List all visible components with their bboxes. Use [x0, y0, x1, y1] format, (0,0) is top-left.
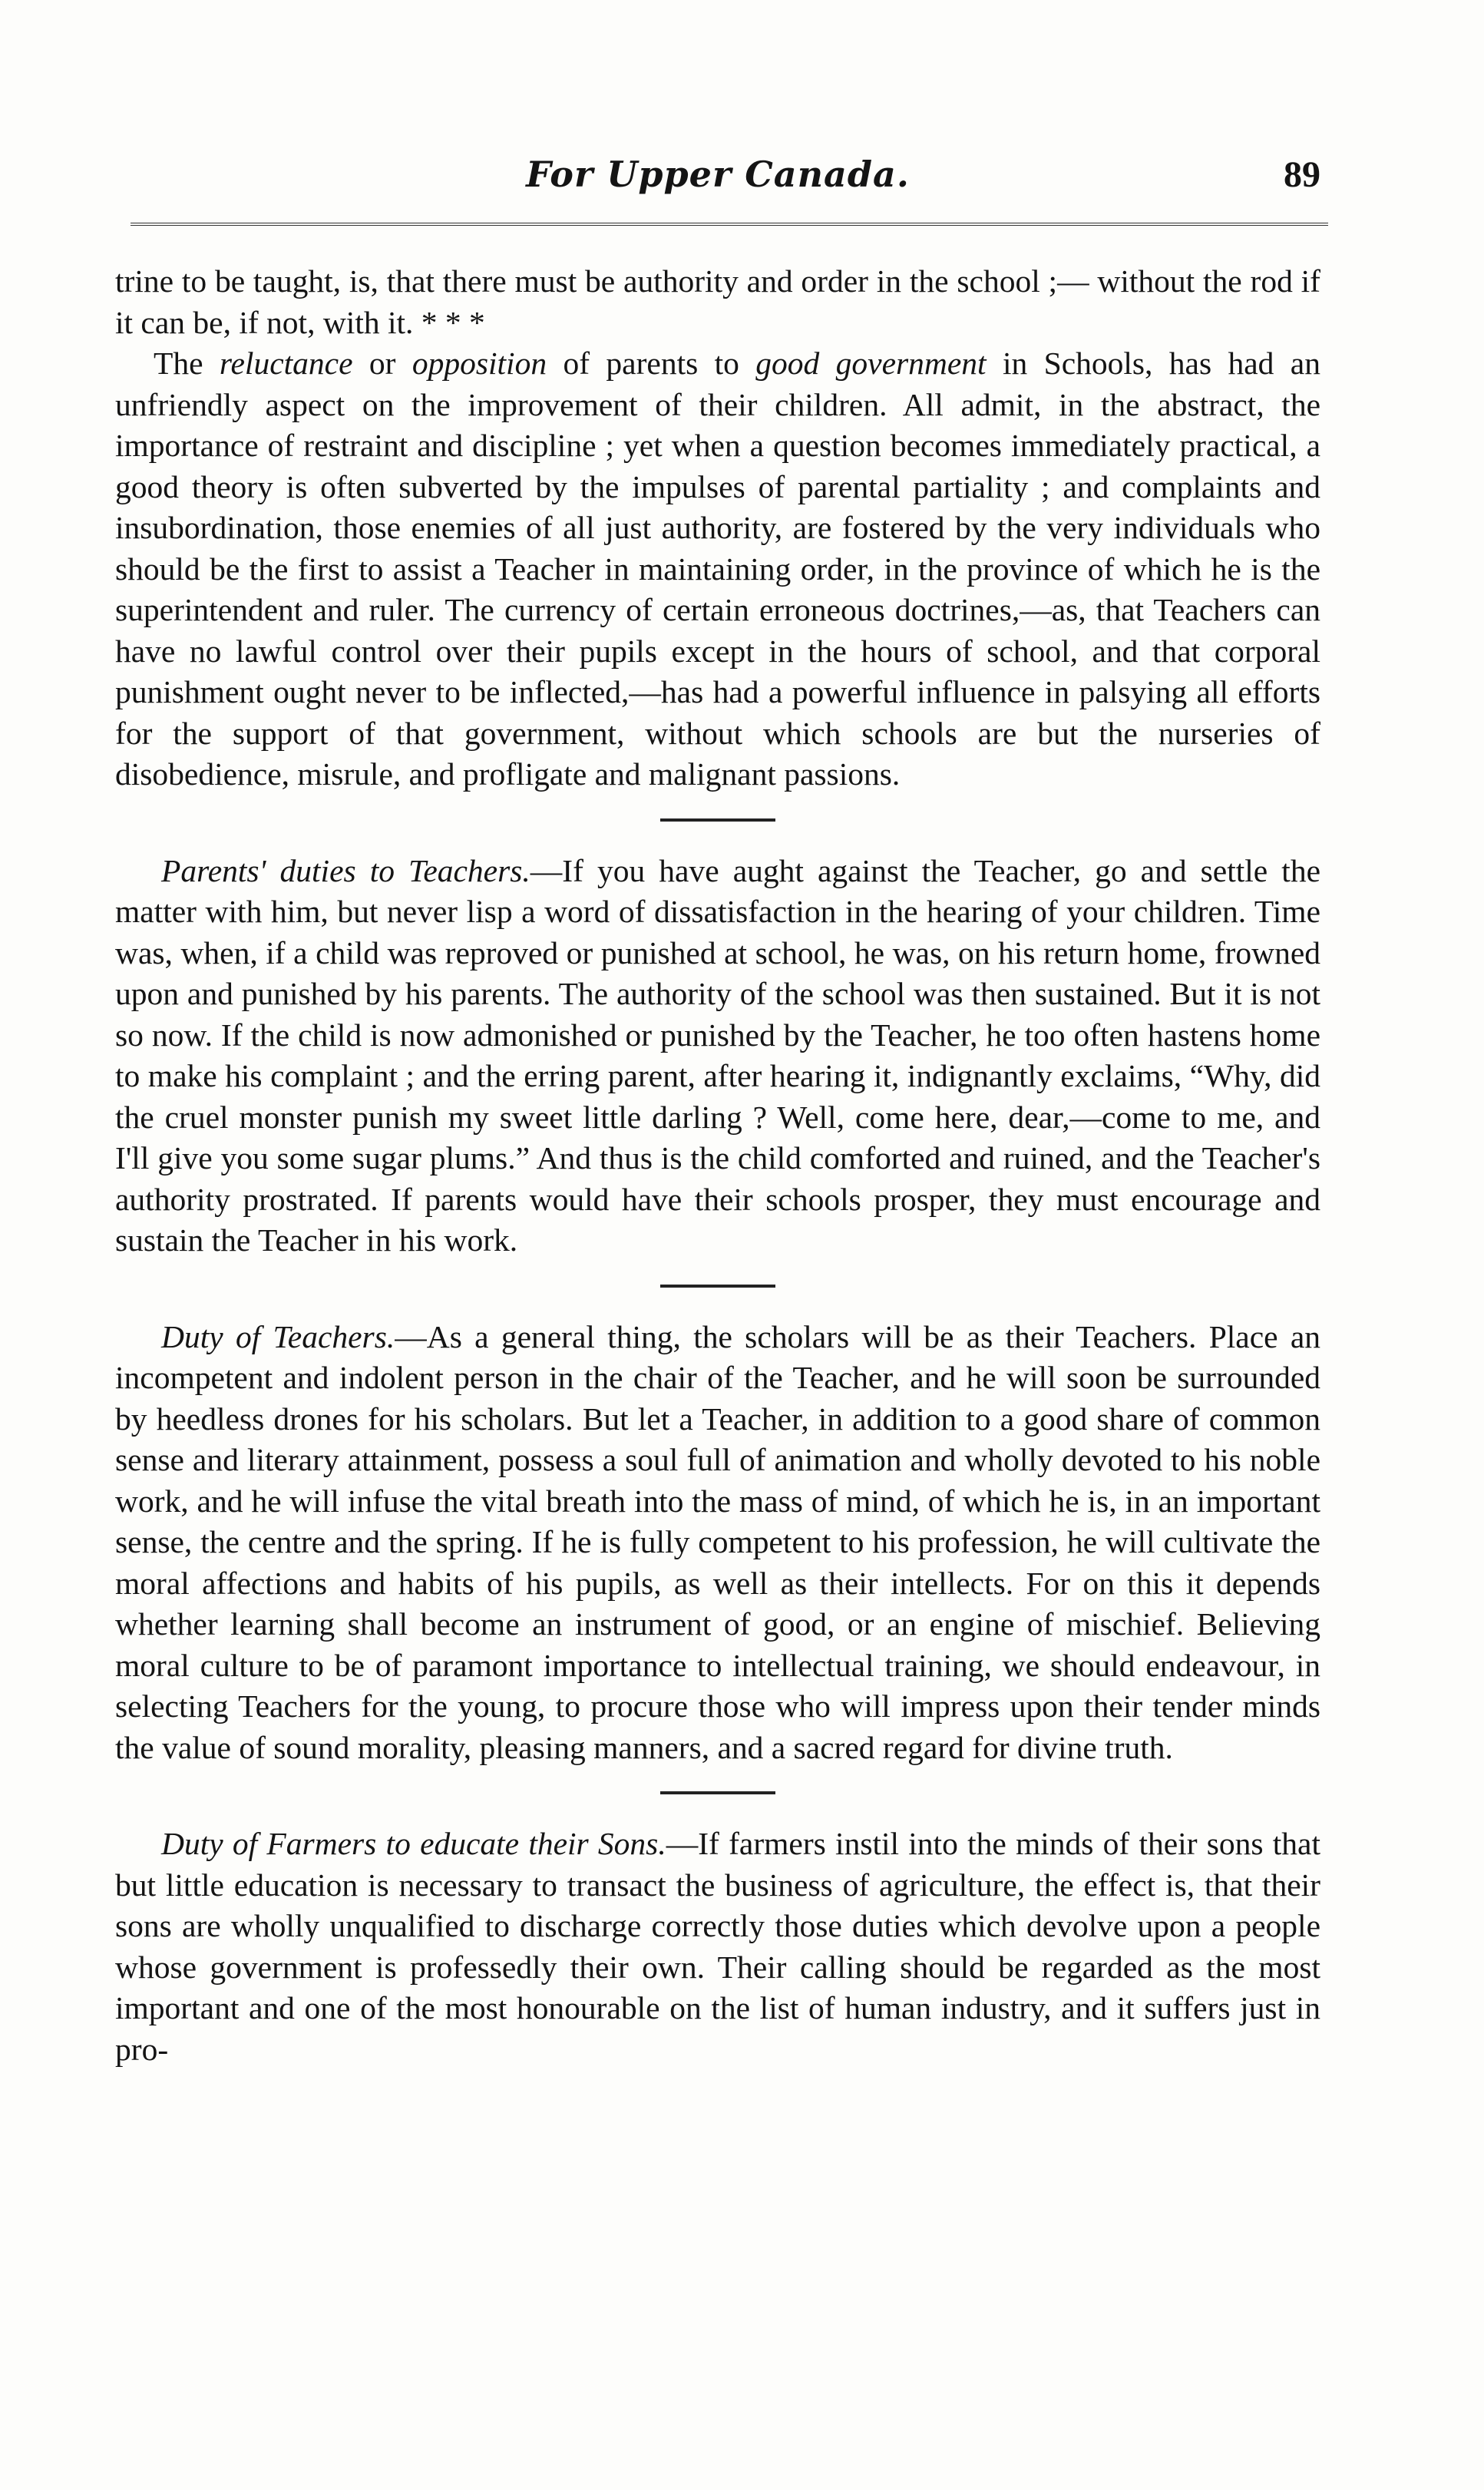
- text-run: of parents to: [547, 346, 756, 381]
- section-divider: [660, 818, 775, 822]
- section-title-farmers: Duty of Farmers to educate their Sons.: [161, 1826, 666, 1861]
- section-body: —If you have aught against the Teacher, go and settle the matter with him, but never lisp a word of dissatisfaction in the hearing of your children. Time was, when, if a child was reproved or punished at school, he was, on his return home, frowned upon and punished by his parents. The authority of the school was then sustained. But it is not so now. If the child is now admonished or punished by the Teacher, he too often hastens home to make his complaint ; and the erring parent, after hearing it, indignantly exclaims, “Why, did the cruel monster punish my sweet little darling ? Well, come here, dear,—come to me, and I'll give you some sugar plums.” And thus is the child comforted and ruined, and the Teacher's authority prostrated. If parents would have their schools prosper, they must encourage and sustain the Teacher in his work.: [115, 852, 1320, 1258]
- section-divider: [660, 1285, 775, 1288]
- page-header: [115, 154, 1320, 207]
- paragraph-continuation: trine to be taught, is, that there must be authority and order in the school ;— without the rod if it can be, if not, with it. * * *: [115, 263, 1320, 340]
- running-head: For Upper Canada.: [526, 154, 910, 195]
- emphasis-reluctance: reluctance: [219, 346, 353, 381]
- body-text: [115, 261, 1320, 2070]
- section-title-parents: Parents' duties to Teachers.: [161, 852, 530, 888]
- section-divider: [660, 1791, 775, 1794]
- section-body: —As a general thing, the scholars will be as their Teachers. Place an incompetent and indolent person in the chair of the Teacher, and he will soon be surrounded by heedless drones for his scholars. But let a Teacher, in addition to a good share of common sense and literary attainment, possess a soul full of animation and wholly devoted to his noble work, and he will infuse the vital breath into the mass of mind, of which he is, in an important sense, the centre and the spring. If he is fully competent to his profession, he will cultivate the moral affections and habits of his pupils, as well as their intellects. For on this it depends whether learning shall become an instrument of good, or an engine of mischief. Believing moral culture to be of paramont importance to intellectual training, we should endeavour, in selecting Teachers for the young, to procure those who will impress upon their tender minds the value of sound morality, pleasing manners, and a sacred regard for divine truth.: [115, 1318, 1321, 1765]
- page-number: 89: [1284, 154, 1320, 195]
- paragraph-reluctance: [115, 343, 1320, 795]
- paragraph-duty-of-farmers: [115, 1824, 1320, 2070]
- emphasis-good-government: good government: [755, 346, 987, 381]
- text-run: The: [154, 346, 220, 381]
- header-rule: [131, 223, 1328, 226]
- text-run: or: [352, 346, 412, 381]
- emphasis-opposition: opposition: [411, 346, 547, 381]
- section-body: —If farmers instil into the minds of their sons that but little education is necessary to transact the business of agriculture, the effect is, that their sons are wholly unqualified to discharge correctly those duties which devolve upon a people whose government is professedly their own. Their calling should be regarded as the most important and one of the most honourable on the list of human industry, and it suffers just in pro-: [115, 1826, 1320, 2067]
- paragraph-duty-of-teachers: [115, 1317, 1320, 1769]
- paragraph-parents-duties: [115, 851, 1320, 1262]
- text-run: in Schools, has had an unfriendly aspect on the improvement of their children. All admit, in the abstract, the importance of restraint and discipline ; yet when a question becomes immediately practical, a good theory is often subverted by the impulses of parental partiality ; and complaints and insubordination, those enemies of all just authority, are fostered by the very individuals who should be the first to assist a Teacher in maintaining order, in the province of which he is the superintendent and ruler. The currency of certain erroneous doctrines,—as, that Teachers can have no lawful control over their pupils except in the hours of school, and that corporal punishment ought never to be inflected,—has had a powerful influence in palsying all efforts for the support of that government, without which schools are but the nurseries of disobedience, misrule, and profligate and malignant passions.: [115, 346, 1320, 792]
- section-title-teachers: Duty of Teachers.: [161, 1318, 395, 1354]
